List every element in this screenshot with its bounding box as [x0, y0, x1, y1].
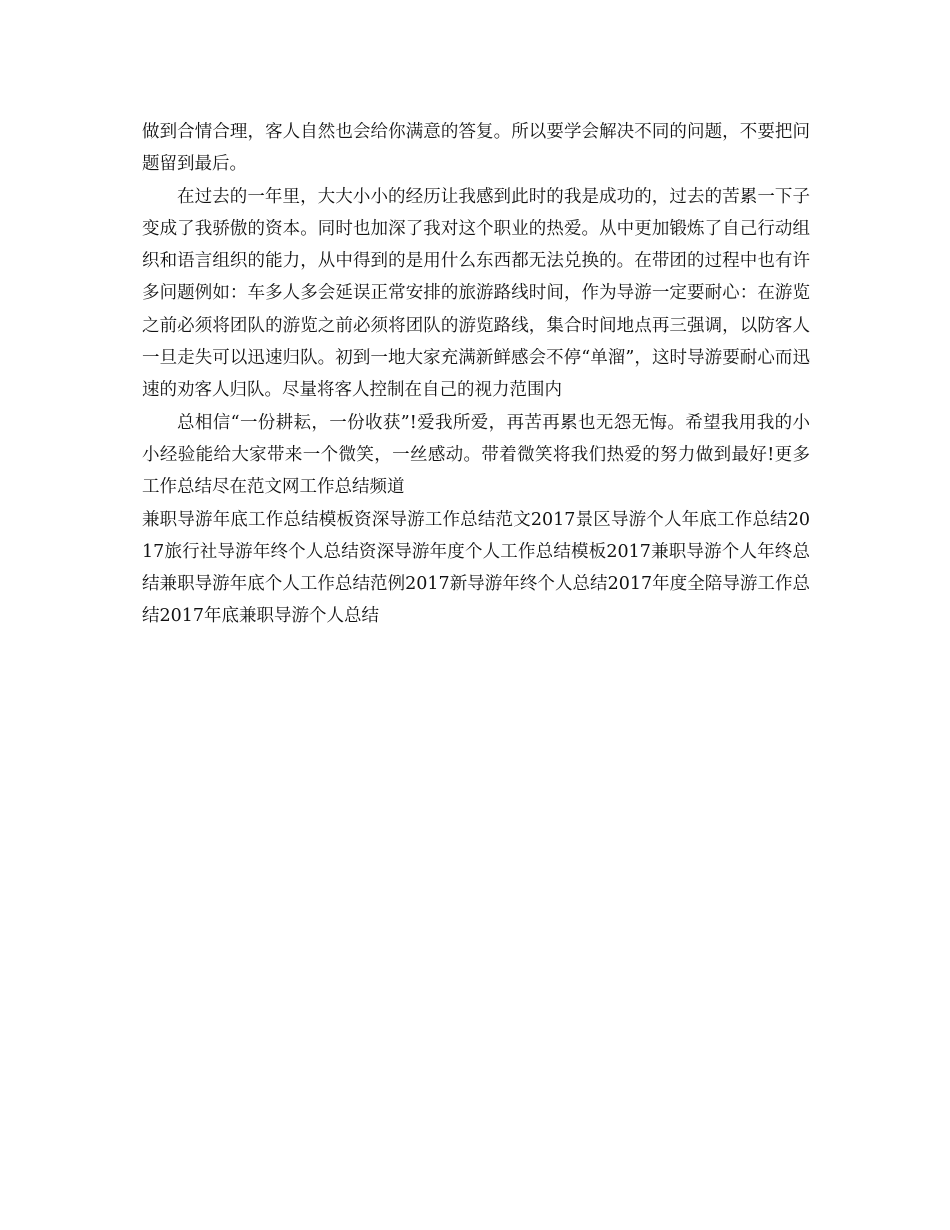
- paragraph-continuation: 做到合情合理，客人自然也会给你满意的答复。所以要学会解决不同的问题，不要把问题留到最后。: [142, 122, 810, 175]
- document-body: [142, 116, 810, 633]
- paragraph-past-year: 在过去的一年里，大大小小的经历让我感到此时的我是成功的，过去的苦累一下子变成了我骄傲的资本。同时也加深了我对这个职业的热爱。从中更加锻炼了自己行动组织和语言组织的能力，从中得到的是用什么东西都无法兑换的。在带团的过程中也有许多问题例如：车多人多会延误正常安排的旅游路线时间，作为导游一定要耐心：在游览之前必须将团队的游览之前必须将团队的游览路线，集合时间地点再三强调，以防客人一旦走失可以迅速归队。初到一地大家充满新鲜感会不停“单溜”，这时导游要耐心而迅速的劝客人归队。尽量将客人控制在自己的视力范围内: [142, 186, 810, 401]
- paragraph-closing: 总相信“一份耕耘，一份收获”!爱我所爱，再苦再累也无怨无悔。希望我用我的小小经验能给大家带来一个微笑，一丝感动。带着微笑将我们热爱的努力做到最好!更多工作总结尽在范文网工作总结频道: [142, 412, 810, 498]
- related-articles-list: 兼职导游年底工作总结模板资深导游工作总结范文2017景区导游个人年底工作总结2017旅行社导游年终个人总结资深导游年度个人工作总结模板2017兼职导游个人年终总结兼职导游年底个人工作总结范例2017新导游年终个人总结2017年度全陪导游工作总结2017年底兼职导游个人总结: [142, 509, 810, 627]
